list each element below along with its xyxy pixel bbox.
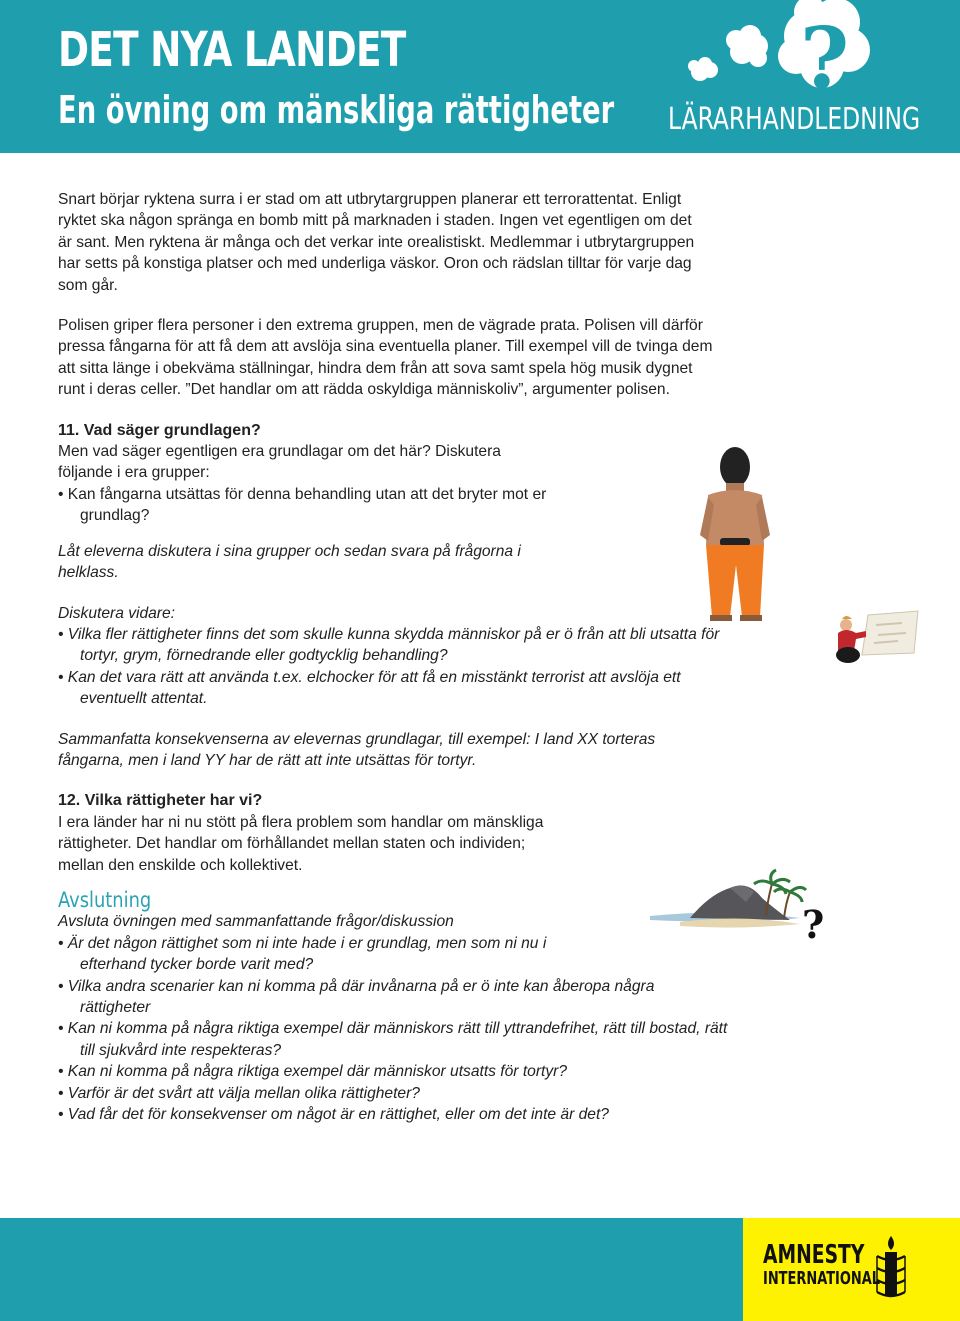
logo-line-1: AMNESTY [763,1240,865,1270]
island-illustration [650,858,840,943]
question-11-instruction: Låt eleverna diskutera i sina grupper och sedan svara på frågorna i helklass. [58,542,521,582]
closing-bullet-2: • Vilka andra scenarier kan ni komma på där invånarna på er ö inte kan åberopa några rättigheter [58,977,655,1016]
svg-text:?: ? [802,902,825,943]
question-11-title: 11. Vad säger grundlagen? [58,421,261,439]
question-12-title: 12. Vilka rättigheter har vi? [58,792,263,810]
main-content [58,189,738,1125]
page-title: DET NYA LANDET [58,22,406,78]
closing-bullet-3: • Kan ni komma på några riktiga exempel där människors rätt till yttrandefrihet, rätt till bostad, rätt till sjukvård inte respekteras? [58,1020,728,1059]
person-with-map-illustration [832,605,922,665]
question-cloud-icon [680,0,900,100]
question-12-text: I era länder har ni nu stött på flera problem som handlar om mänskliga rättigheter. Det handlar om förhållandet mellan staten och individen; mellan den enskilde och kollektivet. [58,813,544,874]
police-paragraph: Polisen griper flera personer i den extrema gruppen, men de vägrade prata. Polisen vill därför pressa fångarna för att få dem att avslöja sina eventuella planer. Till exempel vill de tvinga dem att sitta länge i obekväma ställningar, hindra dem från att sova samt spela hög musik dygnet runt i deras celler. ”Det handlar om att rädda oskyldiga människoliv”, argumenter polisen. [58,317,713,399]
intro-paragraph: Snart börjar ryktena surra i er stad om att utbrytargruppen planerar ett terrorattentat. Enligt ryktet ska någon spränga en bomb mitt på marknaden i staden. Ingen vet egentligen om det är sant. Men ryktena är många och det verkar inte orealistiskt. Medlemmar i utbrytargruppen har setts på konstiga platser och med underliga väskor. Oron och rädslan tilltar för varje dag som går. [58,191,695,294]
prisoner-illustration [690,445,790,625]
discuss-label: Diskutera vidare: [58,604,175,622]
question-11-intro: Men vad säger egentligen era grundlagar om det här? Diskutera följande i era grupper: [58,443,501,482]
svg-text:?: ? [800,9,850,100]
amnesty-logo [743,1218,960,1321]
closing-title: Avslutning [58,887,152,912]
closing-bullet-1: • Är det någon rättighet som ni inte hade i er grundlag, men som ni nu i efterhand tycker borde varit med? [58,934,547,974]
closing-intro: Avsluta övningen med sammanfattande frågor/diskussion [58,913,454,931]
discuss-bullet-1: • Vilka fler rättigheter finns det som skulle kunna skydda människor på er ö från att bli utsatta för tortyr, grym, förnedrande eller godtycklig behandling? [58,625,720,665]
discuss-bullet-2: • Kan det vara rätt att använda t.ex. elchocker för att få en misstänkt terrorist att avslöja ett eventuellt attentat. [58,668,681,708]
closing-bullet-5: • Varför är det svårt att välja mellan olika rättigheter? [58,1084,420,1102]
question-11-bullet: • Kan fångarna utsättas för denna behandling utan att det bryter mot er grundlag? [58,485,547,525]
closing-bullet-4: • Kan ni komma på några riktiga exempel där människor utsatts för tortyr? [58,1063,568,1081]
page-subtitle: En övning om mänskliga rättigheter [58,88,615,132]
header-banner [0,0,960,153]
teacher-guide-label: LÄRARHANDLEDNING [668,102,921,137]
candle-in-barbed-wire-icon [871,1234,911,1304]
summary-text: Sammanfatta konsekvenserna av elevernas grundlagar, till exempel: I land XX torteras fångarna, men i land YY har de rätt att inte utsättas för tortyr. [58,730,656,769]
closing-bullet-6: • Vad får det för konsekvenser om något är en rättighet, eller om det inte är det? [58,1106,609,1124]
logo-line-2: INTERNATIONAL [763,1268,881,1289]
